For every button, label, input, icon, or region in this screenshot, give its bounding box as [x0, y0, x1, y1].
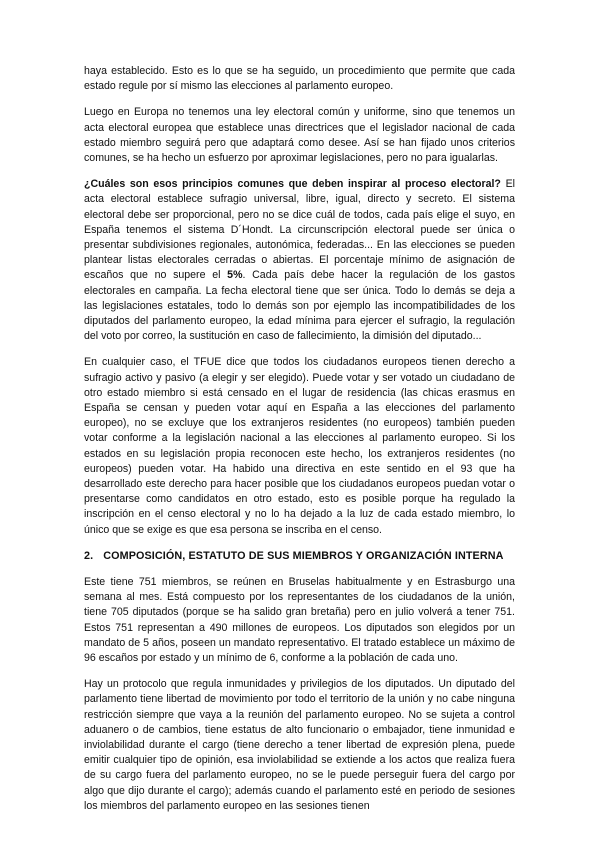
paragraph-3-body: El acta electoral establece sufragio universal, libre, igual, directo y secreto. El sistema electoral debe ser proporcional, pero no se dice cuál de todos, cada país elige el suyo, en España tenemos el sistema D´Hondt. La circunscripción electoral puede ser única o presentar subdivisiones regionales, autonómica, federadas... En las elecciones se pueden plantear listas electorales cerradas o abiertas. El porcentaje mínimo de asignación de escaños que no supere el — [84, 178, 515, 282]
section-title: COMPOSICIÓN, ESTATUTO DE SUS MIEMBROS Y ORGANIZACIÓN INTERNA — [103, 549, 504, 562]
section-number: 2. — [84, 549, 94, 562]
paragraph-2: Luego en Europa no tenemos una ley electoral común y uniforme, sino que tenemos un acta electoral europea que establece unas directrices que el legislador nacional de cada estado miembro seguirá pero que adaptará como desee. Así se han fijado unos criterios comunes, se ha hecho un esfuerzo por aproximar legislaciones, pero no para igualarlas. — [84, 106, 515, 165]
paragraph-3 — [84, 177, 515, 344]
paragraph-6: Hay un protocolo que regula inmunidades y privilegios de los diputados. Un diputado del parlamento tiene libertad de movimiento por todo el territorio de la unión y no cabe ninguna restricción siempre que vaya a la reunión del parlamento europeo. No se sujeta a control aduanero o de cambios, tiene estatus de alto funcionario o embajador, tiene inmunidad e inviolabilidad durante el cargo (tiene derecho a tener libertad de expresión plena, puede emitir cualquier tipo de opinión, esa inviolabilidad se extiende a los actos que realiza fuera de su cargo fuera del parlamento europeo, no se le puede perseguir fuera del cargo por algo que dijo durante el cargo); además cuando el parlamento esté en periodo de sesiones los miembros del parlamento europeo en las sesiones tienen — [84, 678, 515, 812]
question-bold: ¿Cuáles son esos principios comunes que deben inspirar al proceso electoral? — [84, 178, 501, 191]
percentage-bold: 5% — [227, 269, 243, 282]
paragraph-1: haya establecido. Esto es lo que se ha seguido, un procedimiento que permite que cada estado regule por sí mismo las elecciones al parlamento europeo. — [84, 65, 515, 93]
paragraph-3-end: . Cada país debe hacer la regulación de los gastos electorales en campaña. La fecha electoral tiene que ser única. Todo lo demás se deja a las legislaciones estatales, todo lo demás son por ejemplo las incompatibilidades de los diputados del parlamento europeo, la edad mínima para ejercer el sufragio, la regulación del voto por correo, la sustitución en caso de fallecimiento, la dimisión del diputado... — [84, 269, 516, 343]
paragraph-5: Este tiene 751 miembros, se reúnen en Bruselas habitualmente y en Estrasburgo una semana al mes. Está compuesto por los representantes de los ciudadanos de la unión, tiene 705 diputados (porque se ha salido gran bretaña) pero en julio volverá a tener 751. Estos 751 representan a 490 millones de europeos. Los diputados son elegidos por un mandato de 5 años, poseen un mandato representativo. El tratado establece un máximo de 96 escaños por estado y un mínimo de 6, conforme a la población de cada uno. — [84, 575, 515, 664]
section-heading — [84, 549, 515, 564]
paragraph-4: En cualquier caso, el TFUE dice que todos los ciudadanos europeos tienen derecho a sufragio activo y pasivo (a elegir y ser elegido). Puede votar y ser votado un ciudadano de otro estado miembro si está censado en el lugar de residencia (las chicas erasmus en España se censan y pueden votar aquí en España a las elecciones del parlamento europeo), no se excluye que los extranjeros residentes (no europeos) también pueden votar conforme a la legislación nacional a las elecciones al parlamento europeo. Si los estados en su legislación propia reconocen este hecho, los extranjeros residentes (no europeos) pueden votar. Ha habido una directiva en este sentido en el 93 que ha desarrollado este derecho para hacer posible que los ciudadanos europeos puedan votar o presentarse como candidatos en otro estado, esto es posible porque ha regulado la inscripción en el censo electoral y no lo ha dejado a la luz de cada estado miembro, lo único que se exige es que esa persona se inscriba en el censo. — [84, 356, 515, 536]
